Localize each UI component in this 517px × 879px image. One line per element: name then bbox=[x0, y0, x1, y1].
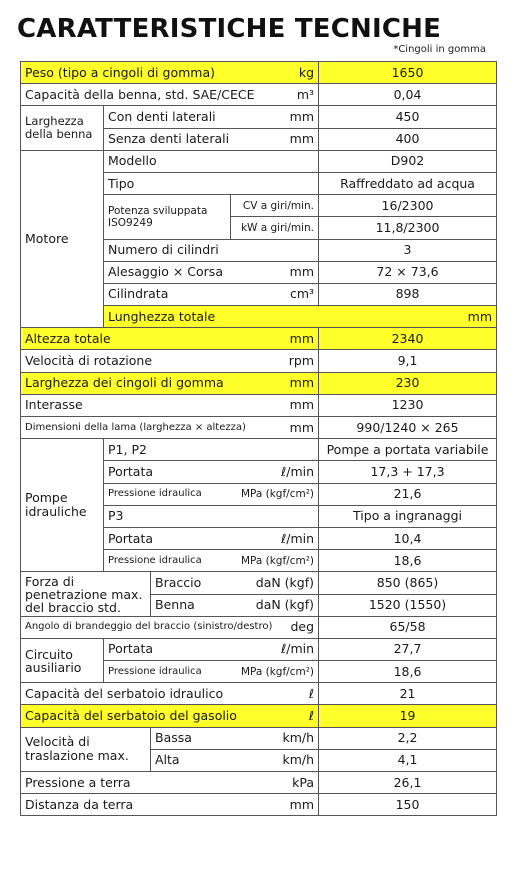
row-value: Raffreddato ad acqua bbox=[319, 172, 497, 194]
group-label: Larghezza della benna bbox=[21, 106, 104, 150]
row-value: 27,7 bbox=[319, 638, 497, 660]
row-unit: ℓ bbox=[231, 683, 319, 705]
row-label: Lunghezza totale bbox=[104, 306, 319, 328]
group-label: Circuito ausiliario bbox=[21, 638, 104, 682]
group-label: Velocità di traslazione max. bbox=[21, 727, 151, 771]
table-row bbox=[21, 150, 497, 172]
row-label: Altezza totale bbox=[21, 328, 231, 350]
row-unit: deg bbox=[231, 616, 319, 638]
row-label: Portata bbox=[104, 461, 231, 483]
row-value: 2,2 bbox=[319, 727, 497, 749]
table-row bbox=[21, 417, 497, 439]
row-label: P1, P2 bbox=[104, 439, 319, 461]
row-unit: mm bbox=[231, 128, 319, 150]
row-label: Cilindrata bbox=[104, 283, 231, 305]
spec-table bbox=[20, 61, 497, 816]
row-value: 9,1 bbox=[319, 350, 497, 372]
row-label: Bassa bbox=[151, 727, 231, 749]
row-unit: kPa bbox=[231, 772, 319, 794]
table-row bbox=[21, 772, 497, 794]
row-unit: MPa (kgf/cm²) bbox=[231, 661, 319, 683]
row-value: 230 bbox=[319, 372, 497, 394]
row-label: Alta bbox=[151, 749, 231, 771]
row-unit: ℓ/min bbox=[231, 638, 319, 660]
row-unit: mm bbox=[231, 372, 319, 394]
row-unit: mm bbox=[231, 794, 319, 816]
row-value: 65/58 bbox=[319, 616, 497, 638]
row-label: Dimensioni della lama (larghezza × altezza) bbox=[21, 417, 231, 439]
row-value: 18,6 bbox=[319, 550, 497, 572]
row-value: 1650 bbox=[319, 62, 497, 84]
row-label: Capacità del serbatoio idraulico bbox=[21, 683, 231, 705]
row-value: 850 (865) bbox=[319, 572, 497, 594]
row-unit: mm bbox=[231, 106, 319, 128]
row-value: 400 bbox=[319, 128, 497, 150]
table-row bbox=[21, 794, 497, 816]
row-value: 21 bbox=[319, 683, 497, 705]
row-value: Tipo a ingranaggi bbox=[319, 505, 497, 527]
row-label: Senza denti laterali bbox=[104, 128, 231, 150]
row-value: 21,6 bbox=[319, 483, 497, 505]
row-unit: mm bbox=[231, 417, 319, 439]
table-row bbox=[21, 62, 497, 84]
row-label: Numero di cilindri bbox=[104, 239, 319, 261]
footnote: *Cingoli in gomma bbox=[393, 44, 486, 55]
row-unit: cm³ bbox=[231, 283, 319, 305]
table-row bbox=[21, 683, 497, 705]
row-value: 17,3 + 17,3 bbox=[319, 461, 497, 483]
row-unit: MPa (kgf/cm²) bbox=[231, 550, 319, 572]
row-unit: rpm bbox=[231, 350, 319, 372]
row-value: 11,8/2300 bbox=[319, 217, 497, 239]
row-unit: ℓ bbox=[231, 705, 319, 727]
row-value: 990/1240 × 265 bbox=[319, 417, 497, 439]
row-value: 450 bbox=[319, 106, 497, 128]
row-value: 10,4 bbox=[319, 527, 497, 549]
row-unit: km/h bbox=[231, 727, 319, 749]
row-label: Distanza da terra bbox=[21, 794, 231, 816]
row-label: Larghezza dei cingoli di gomma bbox=[21, 372, 231, 394]
row-unit: mm bbox=[231, 394, 319, 416]
row-value: 2340 bbox=[319, 328, 497, 350]
row-value: 1520 (1550) bbox=[319, 594, 497, 616]
table-row bbox=[21, 106, 497, 128]
page-title: CARATTERISTICHE TECNICHE bbox=[17, 14, 442, 44]
row-label: Portata bbox=[104, 527, 231, 549]
row-label: Modello bbox=[104, 150, 319, 172]
row-value: 150 bbox=[319, 794, 497, 816]
row-value: 26,1 bbox=[319, 772, 497, 794]
row-unit: mm bbox=[231, 261, 319, 283]
table-row bbox=[21, 394, 497, 416]
row-value: 898 bbox=[319, 283, 497, 305]
row-value: 16/2300 bbox=[319, 195, 497, 217]
row-label: Pressione idraulica bbox=[104, 550, 231, 572]
row-label: Angolo di brandeggio del braccio (sinistro/destro) bbox=[21, 616, 231, 638]
group-label: Forza di penetrazione max. del braccio std. bbox=[21, 572, 151, 616]
row-unit: MPa (kgf/cm²) bbox=[231, 483, 319, 505]
row-label: Capacità della benna, std. SAE/CECE bbox=[21, 84, 231, 106]
row-value: 18,6 bbox=[319, 661, 497, 683]
row-label: Portata bbox=[104, 638, 231, 660]
row-value: D902 bbox=[319, 150, 497, 172]
row-label: Alesaggio × Corsa bbox=[104, 261, 231, 283]
table-row bbox=[21, 84, 497, 106]
row-label: Con denti laterali bbox=[104, 106, 231, 128]
row-label: Pressione idraulica bbox=[104, 661, 231, 683]
row-label: Peso (tipo a cingoli di gomma) bbox=[21, 62, 231, 84]
table-row bbox=[21, 572, 497, 594]
row-unit: mm bbox=[231, 328, 319, 350]
row-value: Pompe a portata variabile bbox=[319, 439, 497, 461]
row-label: P3 bbox=[104, 505, 319, 527]
table-row bbox=[21, 727, 497, 749]
table-row bbox=[21, 328, 497, 350]
row-value: 4,1 bbox=[319, 749, 497, 771]
row-label: Benna bbox=[151, 594, 231, 616]
row-label: Capacità del serbatoio del gasolio bbox=[21, 705, 231, 727]
table-row bbox=[21, 705, 497, 727]
row-unit: ℓ/min bbox=[231, 461, 319, 483]
row-unit: daN (kgf) bbox=[231, 572, 319, 594]
row-unit: ℓ/min bbox=[231, 527, 319, 549]
table-row bbox=[21, 350, 497, 372]
table-row bbox=[21, 372, 497, 394]
row-label: Potenza sviluppata ISO9249 bbox=[104, 195, 231, 239]
row-value: 0,04 bbox=[319, 84, 497, 106]
row-unit: mm bbox=[319, 306, 497, 328]
row-label: Interasse bbox=[21, 394, 231, 416]
group-label: Pompe idrauliche bbox=[21, 439, 104, 572]
row-value: 72 × 73,6 bbox=[319, 261, 497, 283]
row-unit: kg bbox=[231, 62, 319, 84]
table-row bbox=[21, 638, 497, 660]
table-row bbox=[21, 439, 497, 461]
row-label: Pressione idraulica bbox=[104, 483, 231, 505]
table-row bbox=[21, 616, 497, 638]
row-unit: daN (kgf) bbox=[231, 594, 319, 616]
row-value: 3 bbox=[319, 239, 497, 261]
row-value: 1230 bbox=[319, 394, 497, 416]
row-label: Tipo bbox=[104, 172, 319, 194]
row-unit: kW a giri/min. bbox=[231, 217, 319, 239]
row-unit: m³ bbox=[231, 84, 319, 106]
row-label: Velocità di rotazione bbox=[21, 350, 231, 372]
row-value: 19 bbox=[319, 705, 497, 727]
row-label: Braccio bbox=[151, 572, 231, 594]
group-label: Motore bbox=[21, 150, 104, 328]
row-unit: km/h bbox=[231, 749, 319, 771]
row-label: Pressione a terra bbox=[21, 772, 231, 794]
row-unit: CV a giri/min. bbox=[231, 195, 319, 217]
